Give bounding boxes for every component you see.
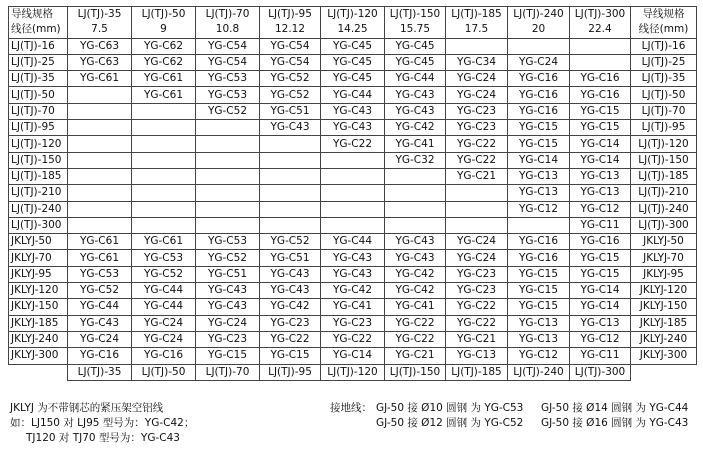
connector-cell (68, 136, 132, 152)
row-label-right: JKLYJ-150 (631, 299, 697, 315)
row-label-right: LJ(TJ)-25 (631, 54, 697, 70)
table-row (9, 348, 697, 364)
row-label: LJ(TJ)-120 (9, 136, 68, 152)
connector-cell: YG-C53 (132, 250, 196, 266)
connector-cell (132, 136, 196, 152)
table-row (9, 136, 697, 152)
row-label-right: JKLYJ-95 (631, 266, 697, 282)
connector-cell: YG-C22 (321, 136, 385, 152)
connector-cell: YG-C15 (508, 283, 570, 299)
connector-cell: YG-C23 (196, 331, 260, 347)
connector-cell: YG-C53 (196, 234, 260, 250)
connector-cell: YG-C45 (321, 54, 385, 70)
connector-cell: YG-C24 (446, 71, 508, 87)
row-label: LJ(TJ)-16 (9, 38, 68, 54)
connector-cell: YG-C11 (570, 217, 631, 233)
connector-cell: YG-C16 (508, 103, 570, 119)
connector-cell (68, 103, 132, 119)
connector-cell: YG-C45 (385, 54, 446, 70)
connector-cell (68, 217, 132, 233)
connector-cell: YG-C16 (68, 348, 132, 364)
connector-cell (196, 185, 260, 201)
connector-cell (196, 168, 260, 184)
column-header-diameter: 22.4 (570, 22, 631, 38)
row-label-right: JKLYJ-70 (631, 250, 697, 266)
connector-cell (196, 217, 260, 233)
connector-cell: YG-C23 (321, 315, 385, 331)
connector-cell: YG-C54 (260, 38, 321, 54)
connector-cell: YG-C16 (570, 71, 631, 87)
connector-cell: YG-C43 (385, 250, 446, 266)
connector-cell (570, 38, 631, 54)
footer-label: LJ(TJ)-150 (385, 364, 446, 380)
connector-cell: YG-C52 (196, 250, 260, 266)
row-label: JKLYJ-120 (9, 283, 68, 299)
connector-cell: YG-C23 (446, 120, 508, 136)
connector-cell: YG-C24 (508, 54, 570, 70)
connector-cell (196, 152, 260, 168)
connector-cell: YG-C44 (68, 299, 132, 315)
row-label: JKLYJ-50 (9, 234, 68, 250)
table-row (9, 38, 697, 54)
table-row (9, 54, 697, 70)
connector-cell: YG-C14 (321, 348, 385, 364)
row-label-right: LJ(TJ)-120 (631, 136, 697, 152)
connector-cell: YG-C53 (196, 71, 260, 87)
connector-cell (132, 201, 196, 217)
table-row (9, 120, 697, 136)
connector-cell: YG-C52 (260, 71, 321, 87)
column-header-name: LJ(TJ)-50 (132, 7, 196, 23)
connector-cell: YG-C24 (446, 250, 508, 266)
connector-cell (446, 185, 508, 201)
row-label: LJ(TJ)-210 (9, 185, 68, 201)
column-header-diameter: 9 (132, 22, 196, 38)
connector-cell: YG-C45 (321, 71, 385, 87)
row-label-right: JKLYJ-300 (631, 348, 697, 364)
connector-cell: YG-C54 (196, 54, 260, 70)
connector-selection-table (8, 6, 697, 381)
table-row (9, 266, 697, 282)
connector-cell: YG-C61 (68, 234, 132, 250)
connector-cell: YG-C13 (570, 185, 631, 201)
connector-cell: YG-C53 (196, 87, 260, 103)
connector-cell: YG-C41 (321, 299, 385, 315)
connector-cell: YG-C12 (570, 201, 631, 217)
column-header-name: LJ(TJ)-240 (508, 7, 570, 23)
connector-cell: YG-C13 (508, 185, 570, 201)
connector-cell: YG-C16 (570, 234, 631, 250)
connector-cell: YG-C43 (196, 299, 260, 315)
row-label-right: LJ(TJ)-50 (631, 87, 697, 103)
connector-cell (385, 168, 446, 184)
connector-cell: YG-C51 (260, 103, 321, 119)
connector-cell: YG-C43 (321, 103, 385, 119)
row-label-right: LJ(TJ)-35 (631, 71, 697, 87)
connector-cell: YG-C44 (321, 234, 385, 250)
connector-cell: YG-C13 (508, 168, 570, 184)
connector-cell: YG-C42 (385, 266, 446, 282)
column-header-diameter: 10.8 (196, 22, 260, 38)
row-label-right: LJ(TJ)-210 (631, 185, 697, 201)
row-label-right: JKLYJ-50 (631, 234, 697, 250)
connector-cell: YG-C13 (508, 315, 570, 331)
column-header-name: LJ(TJ)-35 (68, 7, 132, 23)
table-row (9, 103, 697, 119)
footer-label: LJ(TJ)-50 (132, 364, 196, 380)
connector-cell (68, 120, 132, 136)
connector-cell: YG-C24 (446, 87, 508, 103)
connector-cell (68, 185, 132, 201)
connector-cell: YG-C63 (68, 54, 132, 70)
connector-cell: YG-C51 (260, 250, 321, 266)
column-header-diameter: 7.5 (68, 22, 132, 38)
connector-cell (260, 185, 321, 201)
footer-label: LJ(TJ)-35 (68, 364, 132, 380)
connector-cell (260, 136, 321, 152)
connector-cell: YG-C15 (570, 103, 631, 119)
connector-cell: YG-C15 (196, 348, 260, 364)
connector-cell: YG-C16 (508, 71, 570, 87)
connector-cell: YG-C14 (570, 136, 631, 152)
connector-cell: YG-C22 (260, 331, 321, 347)
connector-cell: YG-C52 (132, 266, 196, 282)
connector-cell: YG-C42 (385, 283, 446, 299)
footer-label: LJ(TJ)-185 (446, 364, 508, 380)
connector-cell: YG-C22 (446, 136, 508, 152)
connector-cell: YG-C12 (508, 201, 570, 217)
connector-cell: YG-C61 (132, 87, 196, 103)
table-row (9, 299, 697, 315)
row-label-right: LJ(TJ)-185 (631, 168, 697, 184)
ground-note-4: GJ-50 接 Ø16 圆钢 为 YG-C43 (541, 417, 689, 429)
footer-blank (631, 364, 697, 380)
row-label-right: LJ(TJ)-240 (631, 201, 697, 217)
connector-cell: YG-C24 (68, 331, 132, 347)
table-row (9, 217, 697, 233)
connector-cell: YG-C61 (68, 250, 132, 266)
row-label-right: JKLYJ-120 (631, 283, 697, 299)
connector-cell: YG-C42 (260, 299, 321, 315)
connector-cell: YG-C23 (260, 315, 321, 331)
row-label-right: LJ(TJ)-150 (631, 152, 697, 168)
row-label-right: JKLYJ-240 (631, 331, 697, 347)
row-label-right: LJ(TJ)-16 (631, 38, 697, 54)
corner-label-bottom: 线径(mm) (9, 22, 68, 38)
row-label: JKLYJ-185 (9, 315, 68, 331)
connector-cell: YG-C43 (196, 283, 260, 299)
column-header-diameter: 17.5 (446, 22, 508, 38)
connector-cell: YG-C24 (132, 331, 196, 347)
connector-cell: YG-C16 (570, 87, 631, 103)
connector-cell: YG-C43 (260, 283, 321, 299)
column-header-name: LJ(TJ)-95 (260, 7, 321, 23)
connector-cell (321, 217, 385, 233)
connector-cell: YG-C51 (196, 266, 260, 282)
table-row (9, 168, 697, 184)
connector-cell: YG-C22 (385, 331, 446, 347)
note-jklyj: JKLYJ 为不带钢芯的紧压架空铝线 (10, 402, 164, 414)
table-row (9, 71, 697, 87)
connector-cell: YG-C13 (446, 348, 508, 364)
table-row (9, 185, 697, 201)
connector-cell (508, 38, 570, 54)
connector-cell (446, 201, 508, 217)
row-label: LJ(TJ)-240 (9, 201, 68, 217)
table-row (9, 331, 697, 347)
connector-cell (446, 217, 508, 233)
connector-cell (196, 201, 260, 217)
column-header-name: LJ(TJ)-300 (570, 7, 631, 23)
column-header-name: LJ(TJ)-185 (446, 7, 508, 23)
row-label: LJ(TJ)-70 (9, 103, 68, 119)
connector-cell: YG-C21 (446, 168, 508, 184)
connector-cell (68, 152, 132, 168)
connector-cell: YG-C15 (508, 266, 570, 282)
row-label: JKLYJ-95 (9, 266, 68, 282)
connector-cell (132, 185, 196, 201)
connector-cell: YG-C34 (446, 54, 508, 70)
connector-cell (260, 217, 321, 233)
ground-note-2: GJ-50 接 Ø14 圆钢 为 YG-C44 (541, 402, 689, 414)
row-label: LJ(TJ)-150 (9, 152, 68, 168)
footer-label: LJ(TJ)-240 (508, 364, 570, 380)
connector-cell: YG-C12 (508, 348, 570, 364)
connector-cell: YG-C14 (570, 299, 631, 315)
column-header-diameter: 15.75 (385, 22, 446, 38)
row-label: LJ(TJ)-95 (9, 120, 68, 136)
connector-cell (385, 217, 446, 233)
note-example-1: 如：LJ150 对 LJ95 型号为：YG-C42； (10, 417, 195, 429)
connector-cell: YG-C53 (68, 266, 132, 282)
table-row (9, 201, 697, 217)
footer-label: LJ(TJ)-70 (196, 364, 260, 380)
connector-cell: YG-C24 (132, 315, 196, 331)
connector-cell: YG-C16 (132, 348, 196, 364)
connector-cell: YG-C21 (385, 348, 446, 364)
connector-cell (132, 103, 196, 119)
connector-cell: YG-C43 (385, 234, 446, 250)
connector-cell: YG-C43 (321, 250, 385, 266)
connector-cell: YG-C16 (508, 87, 570, 103)
connector-cell (132, 120, 196, 136)
connector-cell: YG-C52 (68, 283, 132, 299)
connector-cell: YG-C42 (321, 283, 385, 299)
connector-cell: YG-C22 (385, 315, 446, 331)
table-row (9, 234, 697, 250)
table-row (9, 250, 697, 266)
connector-cell: YG-C43 (321, 266, 385, 282)
connector-cell (321, 152, 385, 168)
row-label-right: JKLYJ-185 (631, 315, 697, 331)
column-header-name: LJ(TJ)-70 (196, 7, 260, 23)
connector-cell (570, 54, 631, 70)
connector-cell (196, 136, 260, 152)
connector-cell: YG-C14 (570, 152, 631, 168)
row-label: LJ(TJ)-300 (9, 217, 68, 233)
footer-label: LJ(TJ)-95 (260, 364, 321, 380)
connector-cell: YG-C52 (260, 87, 321, 103)
row-label: JKLYJ-240 (9, 331, 68, 347)
right-label-top: 导线规格 (631, 7, 697, 23)
corner-label-top: 导线规格 (9, 7, 68, 23)
connector-cell (260, 152, 321, 168)
ground-note-3: GJ-50 接 Ø12 圆钢 为 YG-C52 (376, 417, 524, 429)
connector-cell: YG-C13 (570, 168, 631, 184)
connector-cell: YG-C43 (68, 315, 132, 331)
connector-cell: YG-C63 (68, 38, 132, 54)
connector-cell: YG-C61 (132, 71, 196, 87)
connector-cell: YG-C54 (196, 38, 260, 54)
table-row (9, 152, 697, 168)
connector-cell: YG-C44 (321, 87, 385, 103)
column-header-name: LJ(TJ)-150 (385, 7, 446, 23)
column-header-name: LJ(TJ)-120 (321, 7, 385, 23)
connector-cell: YG-C22 (321, 331, 385, 347)
column-header-diameter: 12.12 (260, 22, 321, 38)
connector-cell: YG-C24 (446, 234, 508, 250)
connector-cell: YG-C22 (446, 299, 508, 315)
footer-label: LJ(TJ)-300 (570, 364, 631, 380)
row-label-right: LJ(TJ)-300 (631, 217, 697, 233)
connector-cell: YG-C44 (132, 283, 196, 299)
connector-cell (132, 168, 196, 184)
row-label: JKLYJ-300 (9, 348, 68, 364)
connector-cell: YG-C62 (132, 54, 196, 70)
row-label-right: LJ(TJ)-70 (631, 103, 697, 119)
footer-blank (9, 364, 68, 380)
row-label: LJ(TJ)-185 (9, 168, 68, 184)
table-row (9, 315, 697, 331)
connector-cell: YG-C15 (570, 120, 631, 136)
connector-cell: YG-C16 (508, 234, 570, 250)
connector-cell: YG-C61 (132, 234, 196, 250)
note-example-2: TJ120 对 TJ70 型号为：YG-C43 (26, 432, 180, 444)
connector-cell: YG-C23 (446, 283, 508, 299)
connector-cell: YG-C43 (385, 103, 446, 119)
connector-cell: YG-C15 (508, 136, 570, 152)
connector-cell: YG-C42 (385, 120, 446, 136)
connector-cell: YG-C13 (508, 331, 570, 347)
connector-cell: YG-C11 (570, 348, 631, 364)
connector-cell (508, 217, 570, 233)
connector-cell: YG-C22 (446, 152, 508, 168)
connector-cell: YG-C15 (570, 250, 631, 266)
connector-cell: YG-C15 (508, 120, 570, 136)
connector-cell: YG-C24 (196, 315, 260, 331)
connector-cell: YG-C62 (132, 38, 196, 54)
row-label: JKLYJ-70 (9, 250, 68, 266)
connector-cell: YG-C54 (260, 54, 321, 70)
row-label: LJ(TJ)-35 (9, 71, 68, 87)
connector-cell: YG-C16 (508, 250, 570, 266)
connector-cell: YG-C44 (385, 71, 446, 87)
connector-cell: YG-C15 (570, 266, 631, 282)
row-label: LJ(TJ)-25 (9, 54, 68, 70)
connector-cell: YG-C43 (260, 120, 321, 136)
footer-label: LJ(TJ)-120 (321, 364, 385, 380)
ground-wire-label: 接地线： (330, 402, 372, 414)
connector-cell: YG-C41 (385, 136, 446, 152)
connector-cell: YG-C14 (570, 283, 631, 299)
header-row-names (9, 7, 697, 23)
connector-cell (260, 201, 321, 217)
footer-row (9, 364, 697, 380)
connector-cell: YG-C32 (385, 152, 446, 168)
connector-cell: YG-C21 (446, 331, 508, 347)
connector-cell: YG-C22 (446, 315, 508, 331)
connector-cell: YG-C41 (385, 299, 446, 315)
connector-cell (321, 185, 385, 201)
column-header-diameter: 14.25 (321, 22, 385, 38)
connector-cell: YG-C43 (321, 120, 385, 136)
table-row (9, 87, 697, 103)
connector-cell (385, 185, 446, 201)
connector-cell: YG-C14 (508, 152, 570, 168)
connector-cell (260, 168, 321, 184)
row-label: LJ(TJ)-50 (9, 87, 68, 103)
table-row (9, 283, 697, 299)
connector-cell: YG-C52 (260, 234, 321, 250)
connector-cell: YG-C45 (385, 38, 446, 54)
connector-cell: YG-C52 (196, 103, 260, 119)
connector-cell (321, 168, 385, 184)
column-header-diameter: 20 (508, 22, 570, 38)
connector-cell: YG-C15 (508, 299, 570, 315)
connector-cell (196, 120, 260, 136)
connector-cell (446, 38, 508, 54)
header-row-diameters (9, 22, 697, 38)
row-label: JKLYJ-150 (9, 299, 68, 315)
connector-cell: YG-C43 (260, 266, 321, 282)
connector-cell (68, 168, 132, 184)
connector-cell: YG-C23 (446, 103, 508, 119)
row-label-right: LJ(TJ)-95 (631, 120, 697, 136)
connector-cell: YG-C13 (570, 315, 631, 331)
right-label-bottom: 线径(mm) (631, 22, 697, 38)
connector-cell: YG-C61 (68, 71, 132, 87)
ground-note-1: GJ-50 接 Ø10 圆钢 为 YG-C53 (376, 402, 524, 414)
connector-cell (321, 201, 385, 217)
connector-cell: YG-C15 (260, 348, 321, 364)
connector-cell: YG-C43 (385, 87, 446, 103)
connector-cell (68, 87, 132, 103)
connector-cell (132, 152, 196, 168)
connector-cell: YG-C44 (132, 299, 196, 315)
connector-cell: YG-C45 (321, 38, 385, 54)
connector-cell (385, 201, 446, 217)
connector-cell: YG-C23 (446, 266, 508, 282)
connector-cell (132, 217, 196, 233)
connector-cell (68, 201, 132, 217)
connector-cell: YG-C12 (570, 331, 631, 347)
